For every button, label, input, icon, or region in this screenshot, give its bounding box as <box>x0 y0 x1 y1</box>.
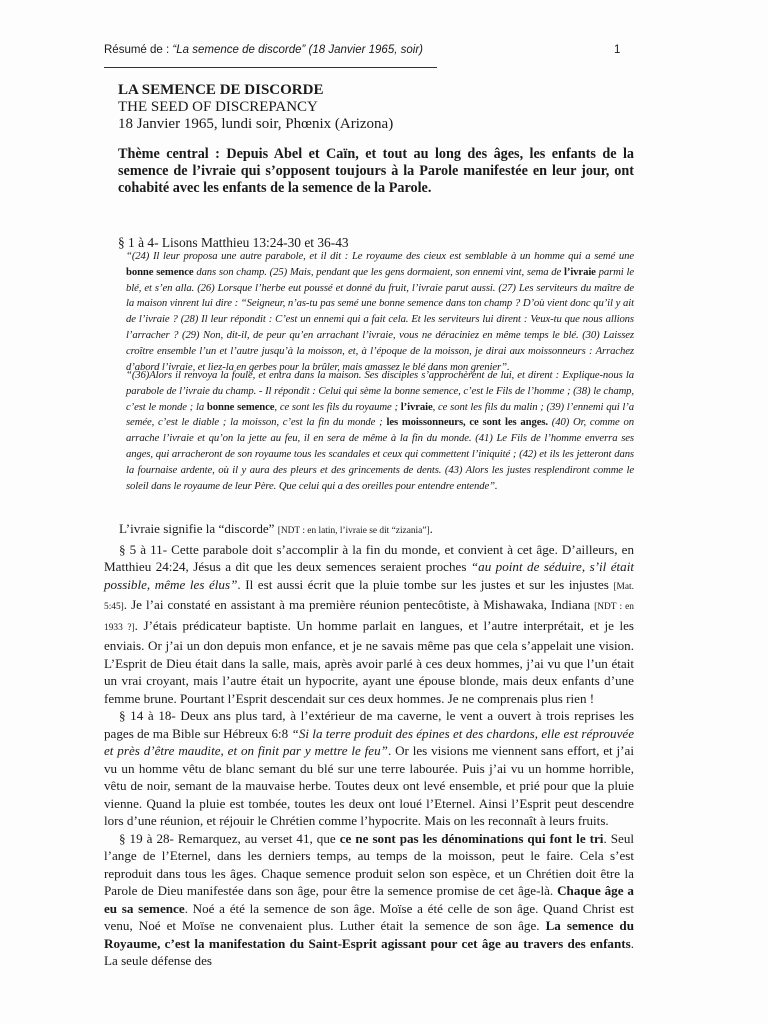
quote-text: parmi le blé, et s’en alla. (26) Lorsque l’herbe eut poussé et donné du fruit, l’ivraie parut aussi. (27) Les serviteurs du maître de la maison vinrent lui dire : “Seigneur, n’as-tu pas semé une bonne semence dans ton champ ? D’où vient donc qu’il y ait de l’ivraie ? (28) Il leur répondit : C’est un ennemi qui a fait cela. Et les serviteurs lui dirent : Veux-tu que nous allions l’arracher ? (29) Non, dit-il, de peur qu’en arrachant l’ivraie, vous ne déraciniez en même temps le blé. (30) Laissez croître ensemble l’un et l’autre jusqu’à la moisson, et, à l’époque de la moisson, je dirai aux moissonneurs : Arrachez d’abord l’ivraie, et liez-la en gerbes pour la brûler, mais amassez le blé dans mon grenier”. <box>126 265 634 373</box>
paragraph-text: . Seul l’ange de l’Eternel, dans les derniers temps, au temps de la moisson, peut le faire. Cela s’est reproduit dans tous les âges. Chaque semence produit selon son espèce, et un Chrétien doit être la Parole de Dieu manifestée dans son âge, pour être la semence promise de cet âge-là. <box>104 830 635 898</box>
scripture-quote-2 <box>126 368 634 494</box>
paragraph-text: . J’étais prédicateur baptiste. Un homme parlait en langues, et l’autre interprétait, et je les enviais. Or j’ai un don depuis mon enfance, et je ne savais même pas que cela s’appelait une vision. L’Esprit de Dieu était dans la salle, mais, après avoir parlé à ces deux hommes, j’ai vu que l’un était un vrai croyant, mais l’autre était un hypocrite, ayant une épouse blonde, mais deux enfants d’une femme brune. Pourtant l’Esprit descendait sur ces deux hommes. Je ne comprenais plus rien ! <box>104 617 634 706</box>
running-header <box>104 44 624 56</box>
quote-text: “(24) Il leur proposa une autre parabole, et il dit : Le royaume des cieux est semblable à un homme qui a semé une <box>126 250 634 262</box>
scripture-quote-1 <box>126 249 634 375</box>
title-english: THE SEED OF DISCREPANCY <box>118 99 318 115</box>
date-place: 18 Janvier 1965, lundi soir, Phœnix (Arizona) <box>118 116 394 132</box>
title-french: LA SEMENCE DE DISCORDE <box>118 82 324 98</box>
quote-bold: l’ivraie <box>563 265 596 278</box>
header-rule <box>104 67 437 68</box>
quote-text: dans son champ. (25) Mais, pendant que les gens dormaient, son ennemi vint, sema de <box>193 265 564 278</box>
translator-note: [NDT : en 1933 ?] <box>104 602 634 633</box>
quote-bold: les moissonneurs, ce sont les anges. <box>386 416 548 429</box>
quote-bold: bonne semence <box>206 400 275 413</box>
paragraph-text: § 19 à 28- Remarquez, au verset 41, que <box>119 830 340 846</box>
paragraph-ivraie <box>104 520 634 541</box>
paragraph-14-18 <box>104 707 634 830</box>
paragraph-bold: ce ne sont pas les dénominations qui font le tri <box>339 830 604 846</box>
paragraph-text: . Noé a été la semence de son âge. Moïse a été celle de son âge. Quand Christ est venu, Noé et Moïse ne convenaient plus. Luther était la semence de son âge. <box>104 900 634 933</box>
quote-text: , ce sont les fils du malin ; (39) l’ennemi qui l’a semée, c’est le diable ; la moisson, c’est la fin du monde ; <box>126 400 634 429</box>
paragraph-text: § 5 à 11- Cette parabole doit s’accomplir à la fin du monde, et convient à cet âge. D’ailleurs, en Matthieu 24:24, Jésus a dit que les deux semences seraient proches <box>104 541 634 574</box>
title-block <box>118 82 393 133</box>
central-theme: Thème central : Depuis Abel et Caïn, et tout au long des âges, les enfants de la semence de l’ivraie qui s’opposent toujours à la Parole manifestée en leur jour, ont cohabité avec les enfants de la semence de la Parole. <box>118 146 634 196</box>
paragraph-5-11 <box>104 541 634 708</box>
paragraph-bold: La semence du Royaume, c’est la manifestation du Saint-Esprit agissant pour cet âge au travers des enfants <box>104 918 634 951</box>
paragraph-19-28 <box>104 830 634 970</box>
reference-note: [Mat. 5:45] <box>104 581 634 612</box>
quote-bold: bonne semence <box>126 265 194 278</box>
paragraph-emphasis: “au point de séduire, s’il était possible, même les élus” <box>104 559 635 592</box>
body-text <box>104 520 634 970</box>
paragraph-text: . La seule défense des <box>104 935 634 968</box>
paragraph-bold: Chaque âge a eu sa semence <box>104 883 634 916</box>
header-title: “La semence de discorde” (18 Janvier 1965, soir) <box>172 44 423 56</box>
paragraph-text: . <box>429 521 433 536</box>
paragraph-text: § 14 à 18- Deux ans plus tard, à l’extérieur de ma caverne, le vent a ouvert à trois reprises les pages de ma Bible sur Hébreux 6:8 <box>104 708 634 741</box>
quote-bold: l’ivraie <box>400 400 433 413</box>
quote-text: (40) Or, comme on arrache l’ivraie et qu’on la jette au feu, il en sera de même à la fin du monde. (41) Le Fils de l’homme enverra ses anges, qui arracheront de son royaume tous les scandales et ceux qui commettent l’iniquité ; (42) et ils les jetteront dans la fournaise ardente, où il y aura des pleurs et des grincements de dents. (43) Alors les justes resplendiront comme le soleil dans le royaume de leur Père. Que celui qui a des oreilles pour entendre entende”. <box>126 416 635 492</box>
quote-text: “(36)Alors il renvoya la foule, et entra dans la maison. Ses disciples s’approchèrent de lui, et dirent : Explique-nous la parabole de l’ivraie du champ. - Il répondit : Celui qui sème la bonne semence, c’est le Fils de l’homme ; (38) le champ, c’est le monde ; la <box>126 369 634 413</box>
header-prefix: Résumé de : <box>104 44 173 56</box>
paragraph-emphasis: “Si la terre produit des épines et des chardons, elle est réprouvée et près d’être maudite, et on finit par y mettre le feu” <box>104 725 634 758</box>
paragraph-text: L’ivraie signifie la “discorde” <box>119 521 278 536</box>
section-heading: § 1 à 4- Lisons Matthieu 13:24-30 et 36-43 <box>118 235 349 250</box>
paragraph-text: . Or les visions me viennent sans effort, et j’ai vu un homme vêtu de blanc semant du blé sur une terre labourée. Puis j’ai vu un homme horrible, vêtu de noir, semant de la mauvaise herbe. Toutes deux ont levé ensemble, et prié pour que la pluie vienne. Quand la pluie est tombée, toutes les deux ont loué l’Eternel. Ainsi l’Esprit peut descendre lors d’une réunion, et réjouir le Chrétien comme l’hypocrite. Mais on les reconnaît à leurs fruits. <box>104 743 634 828</box>
quote-text: , ce sont les fils du royaume ; <box>274 400 401 413</box>
page-number: 1 <box>614 44 621 56</box>
paragraph-text: . Je l’ai constaté en assistant à ma première réunion pentecôtiste, à Mishawaka, Indiana <box>123 597 595 612</box>
translator-note: [NDT : en latin, l’ivraie se dit “zizania”] <box>277 526 430 536</box>
paragraph-text: . Il est aussi écrit que la pluie tombe sur les justes et sur les injustes <box>237 576 614 592</box>
